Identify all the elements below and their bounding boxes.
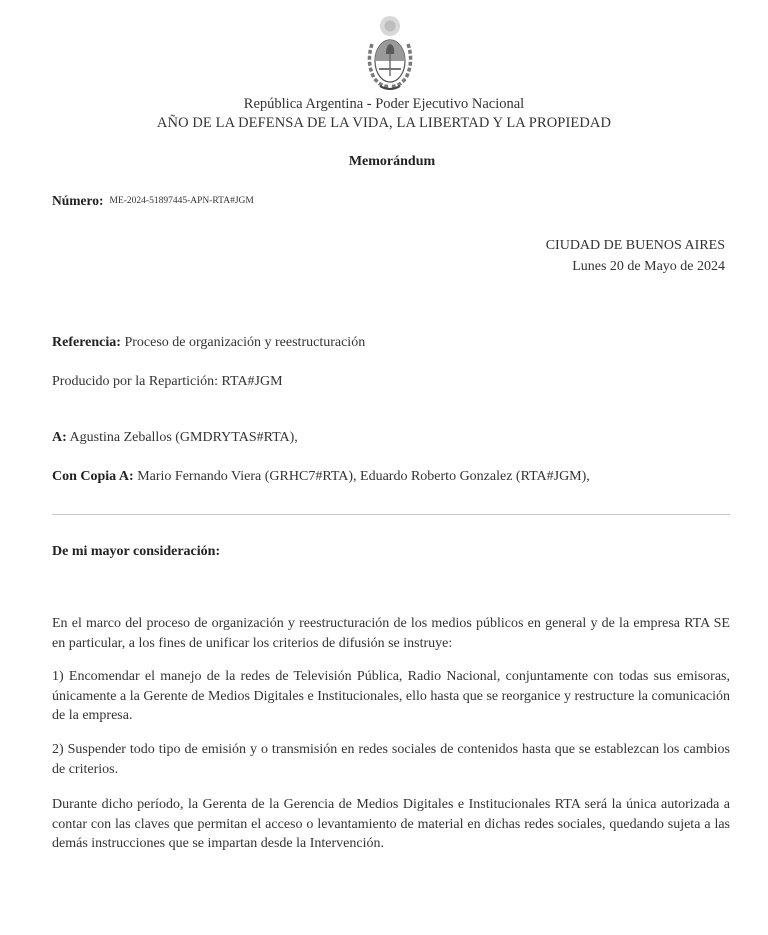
body-paragraph: Durante dicho período, la Gerenta de la Gerencia de Medios Digitales e Institucionales RTA será la única autorizada a contar con las claves que permitan el acceso o levantamiento de material en dichas redes sociales, quedando sujeta a las demás instrucciones que se impartan desde la Intervención. [52,797,730,851]
recipient-value: Agustina Zeballos (GMDRYTAS#RTA), [69,430,298,445]
body-paragraph: En el marco del proceso de organización y reestructuración de los medios públicos en general y de la empresa RTA SE en particular, a los fines de unificar los criterios de difusión se instruye: [52,616,730,651]
city: CIUDAD DE BUENOS AIRES [545,238,725,253]
argentina-coat-of-arms-icon [362,14,418,94]
salutation: De mi mayor consideración: [52,544,221,559]
body-paragraph: 1) Encomendar el manejo de la redes de Televisión Pública, Radio Nacional, conjuntamente con todas sus emisoras, únicamente a la Gerente de Medios Digitales e Institucionales, ello hasta que se reorganice y restructure la comunicación de la empresa. [52,669,730,723]
reference-label: Referencia: [52,335,121,350]
produced-by-line: Producido por la Repartición: RTA#JGM [52,374,283,389]
cc-value: Mario Fernando Viera (GRHC7#RTA), Eduardo Roberto Gonzalez (RTA#JGM), [137,469,590,484]
body-paragraph: 2) Suspender todo tipo de emisión y o transmisión en redes sociales de contenidos hasta que se establezcan los cambios de criterios. [52,742,730,777]
cc-line [52,469,590,485]
header-divider [52,514,730,515]
document-number-label: Número: [52,193,104,208]
place-date-block [546,235,725,277]
document-number-value: ME-2024-51897445-APN-RTA#JGM [109,196,254,206]
document-number [52,193,254,209]
reference-value: Proceso de organización y reestructuración [124,335,366,350]
reference-line [52,335,365,351]
institution-header: República Argentina - Poder Ejecutivo Nacional [243,96,525,112]
date: Lunes 20 de Mayo de 2024 [572,259,725,274]
recipient-line [52,430,298,446]
year-motto: AÑO DE LA DEFENSA DE LA VIDA, LA LIBERTAD Y LA PROPIEDAD [156,115,612,131]
document-type-title: Memorándum [348,154,436,169]
recipient-label: A: [52,430,67,445]
cc-label: Con Copia A: [52,469,134,484]
